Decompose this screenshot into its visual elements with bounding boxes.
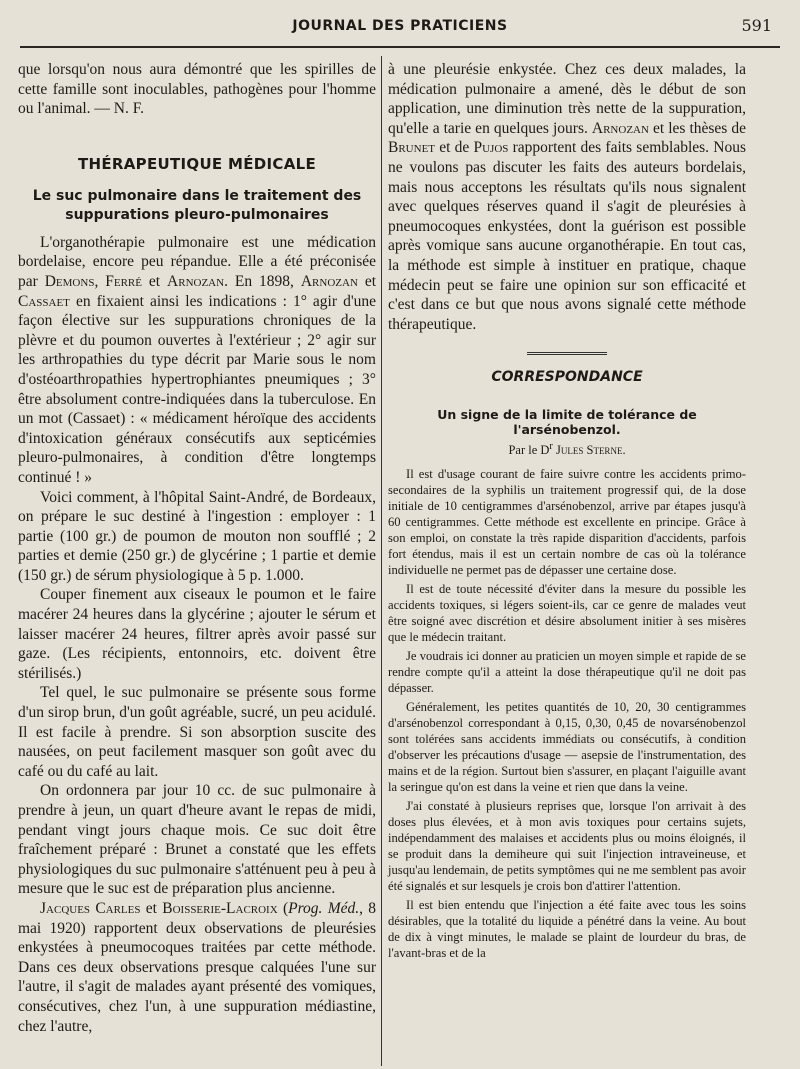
paragraph-continuation: à une pleurésie enkystée. Chez ces deux malades, la médication pulmonaire a amené, dès le début de son application, une diminution très nette de la suppuration, qu'elle a tarie en quelques jours. Arnozan et les thèses de Brunet et de Pujos rapportent des faits semblables. Nous ne voulons pas discuter les faits des auteurs bordelais, mais nous acceptons les résultats qu'ils nous signalent avec quelques réserves quand il s'agit de pleurésies à pneumocoques enkystées, dont la guérison est possible après vomique sans aucune organothérapie. En tout cas, la méthode est simple à instituer en pratique, chaque médecin peut se faire une opinion sur son efficacité et c'est dans ce but que nous avons signalé cette méthode thérapeutique. — [388, 61, 746, 333]
paragraph-organotherapie: L'organothérapie pulmonaire est une médication bordelaise, encore peu répandue. Elle a été préconisée par Demons, Ferré et Arnozan. En 1898, Arnozan et Cassaet en fixaient ainsi les indications : 1° agir d'une façon élective sur les suppurations chroniques de la plèvre et du poumon ouvertes à l'extérieur ; 2° agir sur les arthropathies du type décrit par Marie sous le nom d'ostéoarthropathies hypertrophiantes pneumiques ; 3° être absolument contre-indiquées dans la tuberculose. En un mot (Cassaet) : « médicament héroïque des accidents d'intoxication généraux consécutifs aux septicémies pleuro-pulmonaires, à condition d'être longtemps continué ! » — [18, 233, 377, 486]
paragraph-injection: Il est bien entendu que l'injection a été faite avec tous les soins désirables, que la totalité du liquide a pénétré dans la veine. Au bout de dix à vingt minutes, le malade se plaint de lourdeur du bras, de l'avant-bras et de la — [388, 898, 746, 961]
paragraph-necessite: Il est de toute nécessité d'éviter dans la mesure du possible les accidents toxiques, si légers soient-ils, car ce genre de malades veut être soigné avec discrétion et désire absolument initier à ses misères que le médecin traitant. — [388, 582, 746, 645]
article-title-arsenobenzol: Un signe de la limite de tolérance de l'arsénobenzol. — [437, 407, 697, 438]
paragraph-quantites: Généralement, les petites quantités de 10, 20, 30 centigrammes d'arsénobenzol correspondant à 0,15, 0,30, 0,45 de novarsénobenzol sont tolérées sans accidents immédiats ou consécutifs, à condition d'observer les précautions d'usage — asepsie de l'instrumentation, des mains et de la région. Surtout bien s'assurer, en plaçant l'aiguille avant la seringue qu'on est dans la veine et rien que dans la veine. — [388, 700, 746, 795]
running-header — [20, 14, 780, 42]
article-title: Le suc pulmonaire dans le traitement des suppurations pleuro-pulmonaires — [32, 187, 362, 223]
section-title-correspondance: CORRESPONDANCE — [491, 369, 643, 386]
byline: Par le $D^r$ Jules Sterne. — [508, 441, 626, 458]
section-divider — [527, 352, 607, 355]
right-column — [388, 60, 746, 964]
continued-paragraph: que lorsqu'on nous aura démontré que les spirilles de cette famille sont inoculables, pathogènes pour l'homme ou l'animal. — N. F. — [18, 61, 376, 118]
section-title-therapeutique: THÉRAPEUTIQUE MÉDICALE — [77, 154, 317, 173]
page-number: 591 — [741, 16, 772, 35]
paragraph-constat: J'ai constaté à plusieurs reprises que, lorsque l'on arrivait à des doses plus élevées, et à mon avis toxiques pour certains sujets, indépendamment des malaises et accidents plus ou moins éloignés, il se produit dans la demiheure qui suit l'injection intraveineuse, et jusqu'au lendemain, de petits symptômes qui ne me semblent pas avoir été signalés et sur lesquels je crois bon d'attirer l'attention. — [388, 799, 746, 894]
left-column — [18, 60, 376, 1036]
column-separator — [381, 56, 382, 1066]
paragraph-posologie: On ordonnera par jour 10 cc. de suc pulmonaire à prendre à jeun, un quart d'heure avant le repas de midi, pendant vingt jours chaque mois. Ce suc doit être fraîchement préparé : Brunet a constaté que les effets physiologiques du suc pulmonaire s'atténuent peu à peu à mesure que le suc est de préparation plus ancienne. — [18, 782, 376, 898]
paragraph-preparation: Voici comment, à l'hôpital Saint-André, de Bordeaux, on prépare le suc destiné à l'ingestion : employer : 1 partie (100 gr.) de poumon de mouton non soufflé ; 2 parties et demie (250 gr.) de glycérine ; 1 partie et demie (150 gr.) de sérum physiologique à 5 p. 1.000. — [18, 488, 376, 584]
paragraph-moyen: Je voudrais ici donner au praticien un moyen simple et rapide de se rendre compte qu'il a atteint la dose thérapeutique qu'il ne doit pas dépasser. — [388, 649, 746, 696]
paragraph-aspect: Tel quel, le suc pulmonaire se présente sous forme d'un sirop brun, d'un goût agréable, sucré, un peu acidulé. Il est facile à prendre. Si son absorption suscite des nausées, on peut facilement masquer son goût avec du café ou du café au lait. — [18, 684, 376, 780]
journal-title: JOURNAL DES PRATICIENS — [292, 18, 508, 34]
paragraph-observations: Jacques Carles et Boisserie-Lacroix (Prog. Méd., 8 mai 1920) rapportent deux observations de pleurésies enkystées à pneumocoques traitées par cette méthode. Dans ces deux observations presque calquées l'une sur l'autre, il s'agit de malades ayant présenté des vomiques, consécutives, chez l'un, à une suppuration médiastine, chez l'autre, — [18, 899, 377, 1035]
paragraph-maceration: Couper finement aux ciseaux le poumon et le faire macérer 24 heures dans la glycérine ; ajouter le sérum et laisser macérer 24 heures, filtrer après avoir passé sur gaze. (Les récipients, entonnoirs, etc. doivent être stérilisés.) — [18, 586, 376, 682]
paragraph-usage: Il est d'usage courant de faire suivre contre les accidents primo-secondaires de la syphilis un traitement progressif qui, de la dose initiale de 10 centigrammes d'arsénobenzol, arrive par étapes jusqu'à 60 centigrammes. Cette méthode est excellente en principe. Grâce à son emploi, on constate la très rapide disparition d'accidents, parfois fort étendus, mais il est un certain nombre de cas où la tolérance individuelle ne permet pas de dépasser une certaine dose. — [388, 467, 746, 578]
header-rule — [20, 46, 780, 48]
